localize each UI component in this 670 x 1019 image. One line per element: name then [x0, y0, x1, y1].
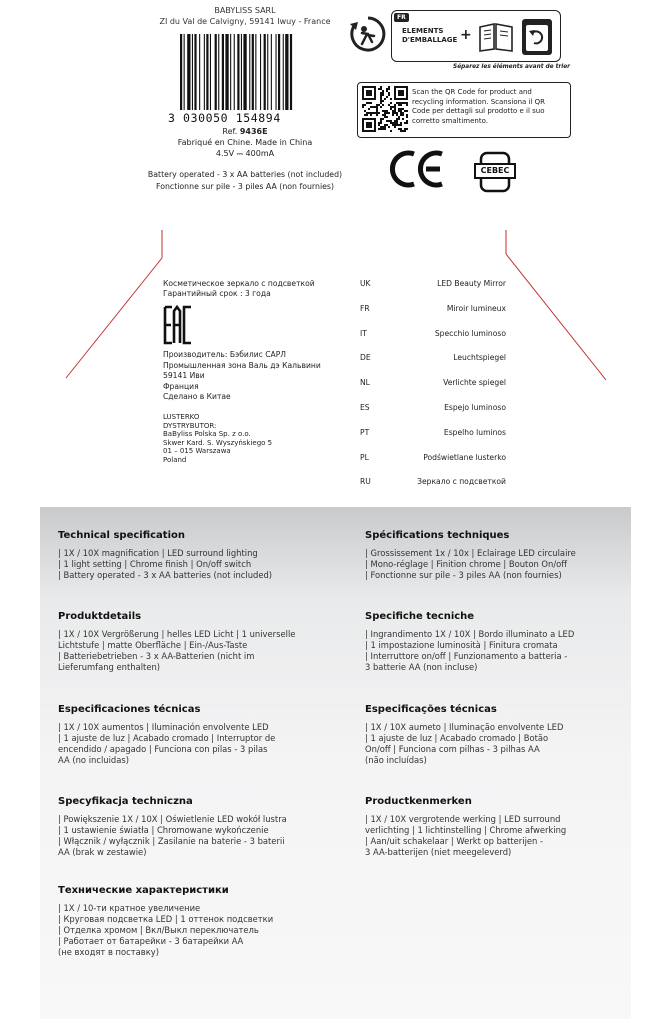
ru-warranty: Гарантийный срок : 3 года [163, 289, 271, 298]
spec-line: | Mono-réglage | Finition chrome | Bouton On/off [365, 559, 568, 569]
spec-line: AA (brak w zestawie) [58, 847, 147, 857]
product-name-translation: Verlichte spiegel [443, 378, 506, 388]
product-name-translation: Espelho luminos [443, 427, 506, 437]
spec-line: | Отделка хромом | Вкл/Выкл переключатель [58, 925, 259, 935]
spec-line: | Работает от батарейки - 3 батарейки АА [58, 936, 244, 946]
product-name-translation: Miroir lumineux [446, 303, 506, 313]
spec-title: Spécifications techniques [365, 530, 510, 541]
spec-line: | 1X / 10X Vergrößerung | helles LED Licht | 1 universelle [58, 629, 296, 639]
spec-line: | 1X / 10X aumeto | Iluminação envolvente LED [365, 722, 564, 732]
cebec-mark [471, 150, 519, 194]
elements-text: ELEMENTS [402, 27, 444, 35]
pl-distributor-line: Poland [163, 455, 187, 464]
manufacturer-info [120, 6, 370, 27]
spec-title: Specifiche tecniche [365, 611, 475, 622]
spec-line: 3 AA-batterijen (niet meegeleverd) [365, 847, 512, 857]
pl-distributor-line: LUSTERKO [163, 413, 200, 421]
spec-title: Especificaciones técnicas [58, 704, 201, 715]
language-code: PL [360, 452, 369, 462]
spec-section [58, 611, 320, 673]
spec-line: encendido / apagado | Funciona con pilas - 3 pilas [58, 744, 268, 754]
spec-section [365, 611, 627, 673]
qr-instructions: Scan the QR Code for product and recycling information. Scansiona il QR Code per dettagli sul prodotto e il suo corretto smaltimento. [412, 88, 546, 125]
spec-line: | 1 ustawienie światła | Chromowane wykończenie [58, 825, 269, 835]
recycle-person-icon [348, 14, 388, 54]
spec-section [58, 704, 320, 766]
spec-line: | 1X / 10-ти кратное увеличение [58, 903, 201, 913]
product-name-translation: LED Beauty Mirror [437, 279, 506, 288]
spec-line: | 1X / 10X magnification | LED surround lighting [58, 548, 258, 558]
barcode-number: 3 030050 154894 [168, 111, 281, 125]
spec-line: | Круговая подсветка LED | 1 оттенок подсветки [58, 914, 274, 924]
qr-code [362, 86, 408, 132]
spec-section [365, 796, 627, 858]
spec-line: | 1 ajuste de luz | Acabado cromado | Botão [365, 733, 549, 743]
ru-manufacturer [163, 350, 353, 403]
product-name-translation: Specchio luminoso [434, 328, 506, 338]
spec-line: | Ingrandimento 1X / 10X | Bordo illuminato a LED [365, 629, 575, 639]
spec-section [58, 885, 320, 958]
language-code: DE [360, 353, 371, 363]
spec-line: Lieferumfang enthalten) [58, 662, 161, 672]
spec-line: (não incluídas) [365, 755, 427, 765]
language-code: ES [360, 403, 370, 412]
pl-distributor-line: BaByliss Polska Sp. z o.o. [163, 430, 251, 439]
company-name: BABYLISS SARL [214, 6, 276, 15]
product-name-translation: Espejo luminoso [444, 403, 506, 412]
made-in: Fabriqué en Chine. Made in China [177, 138, 313, 147]
spec-line: | Powiększenie 1X / 10X | Oświetlenie LED wokół lustra [58, 814, 287, 824]
spec-line: | Włącznik / wyłącznik | Zasilanie na baterie - 3 baterii [58, 836, 285, 846]
spec-line: On/off | Funciona com pilhas - 3 pilhas AA [365, 744, 540, 754]
voltage-rating: 4.5V ⎓ 400mA [215, 149, 275, 158]
spec-section [58, 796, 320, 858]
emballage-text: D'EMBALLAGE [402, 36, 458, 44]
spec-line: AA (no incluidas) [58, 755, 129, 765]
barcode-bars [180, 34, 298, 110]
ru-manufacturer-line: Производитель: Бэбилис САРЛ [163, 350, 287, 359]
spec-line: 3 batterie AA (non incluse) [365, 662, 478, 672]
battery-en: Battery operated - 3 x AA batteries (not included) [147, 170, 343, 179]
plus-sign: + [460, 27, 472, 43]
spec-line: (не входят в поставку) [58, 947, 159, 957]
cebec-text: CEBEC [480, 166, 510, 175]
pl-distributor-line: 01 – 015 Warszawa [163, 447, 231, 456]
spec-title: Especificações técnicas [365, 704, 497, 715]
spec-line: | Grossissement 1x / 10x | Eclairage LED circulaire [365, 548, 576, 558]
language-code: RU [360, 477, 371, 487]
spec-section [365, 704, 627, 766]
language-code: FR [360, 303, 370, 313]
spec-line: | 1 light setting | Chrome finish | On/off switch [58, 559, 252, 569]
product-name-translation: Podświetlane lusterko [423, 452, 506, 462]
ru-manufacturer-line: Сделано в Китае [163, 392, 231, 401]
spec-title: Технические характеристики [58, 885, 229, 896]
pl-distributor-line: DYSTRYBUTOR: [163, 421, 217, 430]
pl-distributor [163, 413, 353, 465]
spec-line: | 1X / 10X vergrotende werking | LED surround [365, 814, 561, 824]
spec-section [365, 530, 627, 581]
russian-product-info [163, 279, 348, 299]
product-name-translation: Leuchtspiegel [453, 353, 506, 363]
pl-distributor-line: Skwer Kard. S. Wyszyńskiego 5 [163, 438, 273, 447]
product-name-translation: Зеркало с подсветкой [417, 477, 506, 487]
barcode [168, 34, 298, 124]
company-address: ZI du Val de Calvigny, 59141 Iwuy - France [159, 16, 331, 26]
battery-fr: Fonctionne sur pile - 3 piles AA (non fournies) [155, 181, 335, 191]
spec-line: | Aan/uit schakelaar | Werkt op batterijen - [365, 836, 544, 846]
spec-line: Lichtstufe | matte Oberfläche | Ein-/Aus-Taste [58, 640, 248, 650]
recycling-bin-icon [520, 17, 554, 57]
spec-title: Productkenmerken [365, 796, 472, 807]
battery-info [95, 169, 395, 192]
language-code: PT [360, 427, 370, 437]
eac-mark-icon [163, 305, 193, 345]
language-code: IT [360, 328, 367, 338]
spec-line: | Battery operated - 3 x AA batteries (not included) [58, 570, 273, 580]
fr-tag: FR [394, 13, 409, 22]
ru-manufacturer-line: Промышленная зона Валь дэ Кальвини [163, 360, 321, 370]
spec-line: | 1X / 10X aumentos | Iluminación envolvente LED [58, 722, 269, 732]
ref-value: 9436E [239, 127, 268, 136]
leaflet-icon [476, 21, 516, 53]
product-reference [120, 127, 370, 138]
spec-line: | 1 impostazione luminosità | Finitura cromata [365, 640, 558, 650]
triman-sorting-info [391, 10, 561, 62]
spec-line: | Interruttore on/off | Funzionamento a batteria - [365, 651, 568, 661]
spec-line: | Batteriebetrieben - 3 x AA-Batterien (nicht im [58, 651, 255, 661]
language-code: NL [360, 378, 370, 388]
sorting-note: Séparez les éléments avant de trier [453, 64, 570, 70]
language-code: UK [360, 279, 371, 288]
ce-mark-icon [388, 148, 448, 190]
packaging-elements-label [402, 27, 457, 45]
ru-manufacturer-line: Франция [163, 381, 199, 391]
spec-line: | 1 ajuste de luz | Acabado cromado | Interruptor de [58, 733, 276, 743]
ref-prefix: Ref. [222, 127, 238, 136]
spec-section [58, 530, 320, 581]
spec-title: Specyfikacja techniczna [58, 796, 193, 807]
spec-line: verlichting | 1 lichtinstelling | Chrome afwerking [365, 825, 567, 835]
ru-manufacturer-line: 59141 Иви [163, 371, 205, 380]
qr-info-box [357, 82, 571, 138]
ru-product-title: Косметическое зеркало с подсветкой [163, 279, 315, 288]
spec-line: | Fonctionne sur pile - 3 piles AA (non fournies) [365, 570, 562, 580]
spec-title: Produktdetails [58, 611, 142, 622]
spec-title: Technical specification [58, 530, 185, 541]
